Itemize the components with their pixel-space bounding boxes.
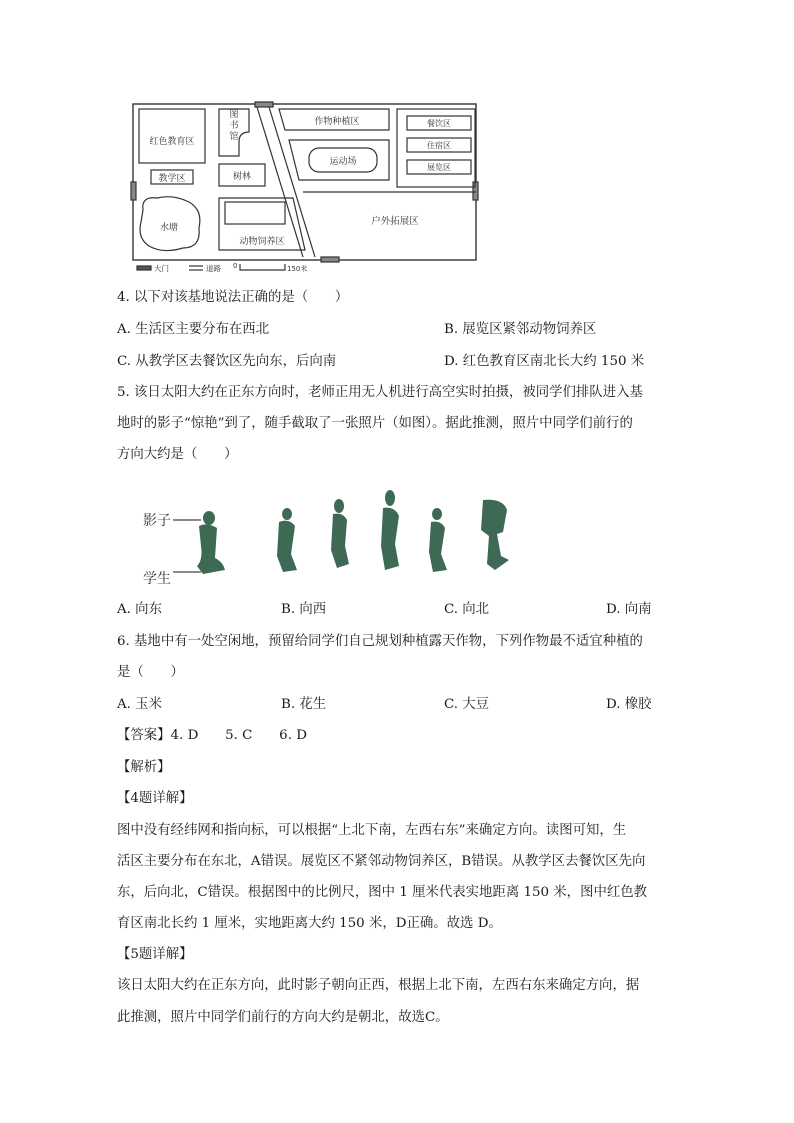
label-dorm: 住宿区	[427, 141, 451, 150]
silhouette-3	[331, 499, 349, 568]
label-exhibit: 展览区	[427, 163, 451, 172]
q4-option-a: A. 生活区主要分布在西北	[117, 322, 270, 337]
legend-gate: 大门	[154, 264, 169, 273]
q6-option-a: A. 玉米	[117, 697, 162, 712]
scale-distance: 150米	[287, 265, 308, 273]
q6-line-2: 是（ ）	[117, 665, 184, 680]
analysis-title: 【解析】	[117, 760, 171, 775]
s5-line-1: 该日太阳大约在正东方向，此时影子朝向正西，根据上北下南，左西右东来确定方向，据	[117, 978, 640, 993]
label-shadow: 影子	[143, 513, 171, 529]
scale-zero: 0	[233, 262, 238, 270]
label-sports: 运动场	[329, 157, 357, 167]
q4-option-b: B. 展览区紧邻动物饲养区	[444, 322, 597, 337]
q6-option-b: B. 花生	[281, 697, 327, 712]
silhouette-1	[197, 511, 225, 574]
silhouette-5	[429, 508, 447, 572]
s4-line-4: 育区南北长约 1 厘米，实地距离大约 150 米，D正确。故选 D。	[117, 916, 502, 931]
s5-line-2: 此推测，照片中同学们前行的方向大约是朝北，故选C。	[117, 1010, 449, 1025]
shadow-photo-figure	[137, 484, 517, 584]
label-dining: 餐饮区	[427, 119, 451, 128]
zone-animal-inner	[225, 202, 285, 224]
label-pond: 水塘	[159, 223, 179, 233]
silhouette-6	[481, 500, 509, 570]
label-crop: 作物种植区	[314, 117, 360, 127]
q5-line-3: 方向大约是（ ）	[117, 447, 238, 462]
q5-option-c: C. 向北	[444, 602, 490, 617]
silhouette-2	[277, 508, 297, 572]
s4-line-1: 图中没有经纬网和指向标，可以根据“上北下南，左西右东”来确定方向。读图可知，生	[117, 823, 627, 838]
q6-option-c: C. 大豆	[444, 697, 490, 712]
label-teaching: 教学区	[158, 174, 186, 184]
q5-option-d: D. 向南	[606, 602, 652, 617]
gate-west	[131, 182, 136, 200]
zone-red-education	[139, 109, 205, 163]
label-outdoor: 户外拓展区	[371, 216, 419, 227]
q5-option-a: A. 向东	[117, 602, 162, 617]
label-red-education: 红色教育区	[149, 137, 195, 147]
base-map-figure	[127, 98, 482, 276]
q4-option-c: C. 从教学区去餐饮区先向东，后向南	[117, 354, 337, 369]
label-animal: 动物饲养区	[239, 237, 285, 247]
gate-north	[255, 102, 273, 107]
q5-line-2: 地时的影子“惊艳”到了，随手截取了一张照片（如图）。据此推测，照片中同学们前行的	[117, 416, 633, 431]
s4-title: 【4题详解】	[117, 791, 193, 806]
q5-option-b: B. 向西	[281, 602, 327, 617]
legend-gate-symbol	[137, 266, 151, 270]
label-student: 学生	[143, 571, 171, 584]
q4-option-d: D. 红色教育区南北长大约 150 米	[444, 354, 645, 369]
silhouette-4	[381, 490, 399, 570]
s5-title: 【5题详解】	[117, 947, 193, 962]
gate-south	[321, 257, 339, 262]
label-trees: 树林	[232, 172, 252, 182]
q6-option-d: D. 橡胶	[606, 697, 652, 712]
legend-road: 道路	[206, 264, 221, 273]
scale-bar	[240, 264, 285, 270]
student-silhouettes	[197, 490, 509, 574]
q4-stem: 4. 以下对该基地说法正确的是（ ）	[117, 290, 349, 305]
q6-line-1: 6. 基地中有一处空闲地，预留给同学们自己规划种植露天作物，下列作物最不适宜种植的	[117, 634, 643, 649]
label-library: 图书馆	[229, 110, 239, 142]
q5-line-1: 5. 该日太阳大约在正东方向时，老师正用无人机进行高空实时拍摄，被同学们排队进入基	[117, 385, 643, 400]
s4-line-2: 活区主要分布在东北，A错误。展览区不紧邻动物饲养区，B错误。从教学区去餐饮区先向	[117, 854, 646, 869]
answer-line: 【答案】4. D 5. C 6. D	[117, 728, 307, 743]
s4-line-3: 东，后向北，C错误。根据图中的比例尺，图中 1 厘米代表实地距离 150 米，图中红色教	[117, 885, 648, 900]
